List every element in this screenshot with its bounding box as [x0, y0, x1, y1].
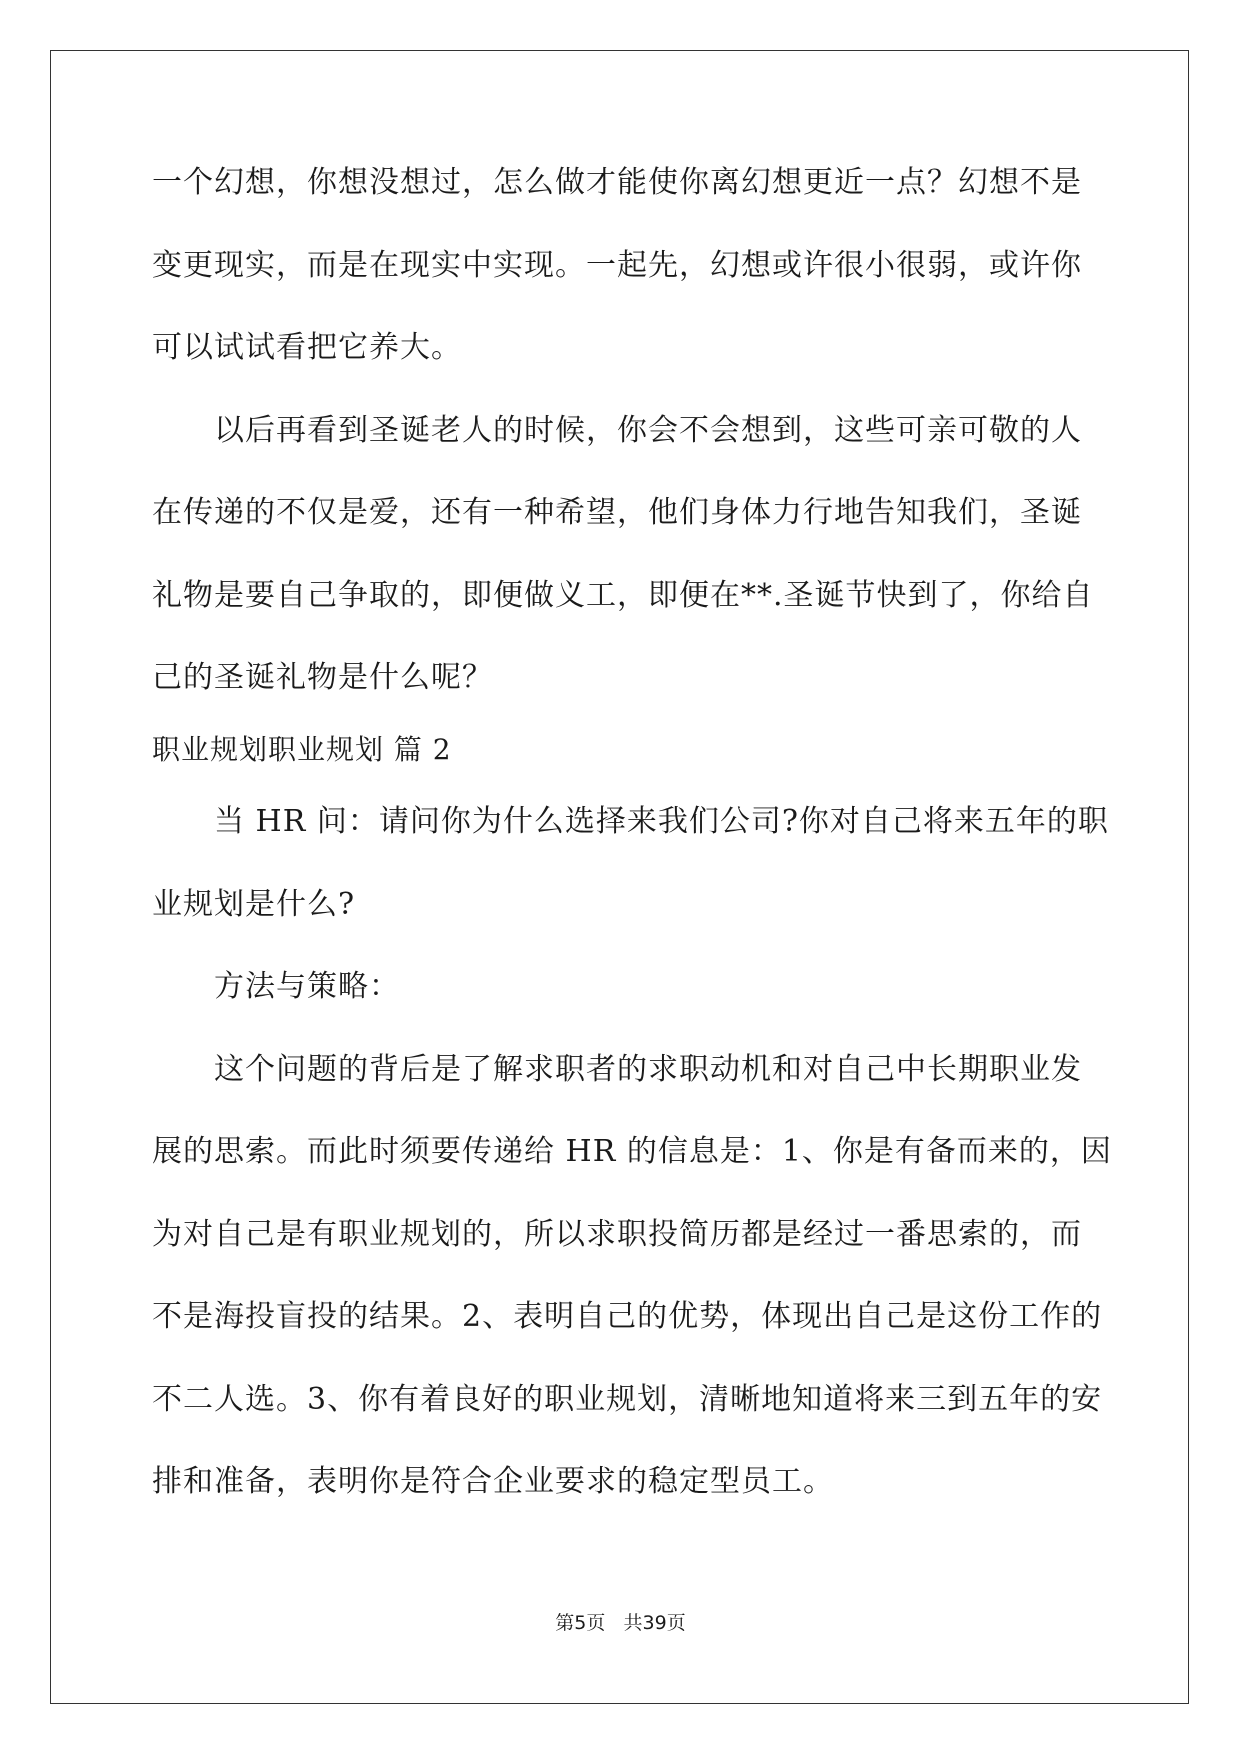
footer-total-suffix: 页 — [666, 1612, 686, 1634]
text-line: 礼物是要自己争取的，即便做义工，即便在**.圣诞节快到了，你给自 — [152, 577, 1094, 613]
text-line: 方法与策略： — [214, 969, 400, 1004]
footer-prefix: 第 — [555, 1612, 575, 1634]
paragraph — [152, 797, 1109, 962]
text-line: 为对自己是有职业规划的，所以求职投简历都是经过一番思索的，而 — [152, 1216, 1082, 1252]
paragraph — [152, 406, 1092, 726]
footer-page-suffix: 页 — [586, 1612, 606, 1634]
text-line: 一个幻想，你想没想过，怎么做才能使你离幻想更近一点？幻想不是 — [152, 165, 1082, 200]
total-pages-number: 39 — [642, 1612, 667, 1634]
text-line: 变更现实，而是在现实中实现。一起先，幻想或许很小很弱，或许你 — [152, 247, 1082, 283]
document-body — [152, 158, 1112, 1540]
footer-total-prefix: 共 — [623, 1612, 643, 1634]
section-heading: 职业规划职业规划 篇 2 — [152, 733, 452, 766]
paragraph — [152, 962, 1092, 1045]
current-page-number: 5 — [574, 1612, 587, 1634]
text-line: 不二人选。3、你有着良好的职业规划，清晰地知道将来三到五年的安 — [152, 1381, 1103, 1417]
paragraph — [152, 1045, 1112, 1540]
paragraph — [152, 158, 1092, 406]
text-line: 以后再看到圣诞老人的时候，你会不会想到，这些可亲可敬的人 — [214, 412, 1082, 448]
text-line: 可以试试看把它养大。 — [152, 330, 462, 365]
text-line: 排和准备，表明你是符合企业要求的稳定型员工。 — [152, 1464, 834, 1499]
text-line: 展的思索。而此时须要传递给 HR 的信息是：1、你是有备而来的，因 — [152, 1134, 1112, 1169]
text-line: 在传递的不仅是爱，还有一种希望，他们身体力行地告知我们，圣诞 — [152, 495, 1082, 530]
text-line: 不是海投盲投的结果。2、表明自己的优势，体现出自己是这份工作的 — [152, 1299, 1103, 1334]
text-line: 当 HR 问：请问你为什么选择来我们公司?你对自己将来五年的职 — [214, 804, 1109, 839]
text-line: 这个问题的背后是了解求职者的求职动机和对自己中长期职业发 — [214, 1051, 1082, 1087]
page-number-footer — [0, 1608, 1241, 1635]
text-line: 业规划是什么? — [152, 886, 356, 922]
text-line: 己的圣诞礼物是什么呢？ — [152, 660, 493, 695]
